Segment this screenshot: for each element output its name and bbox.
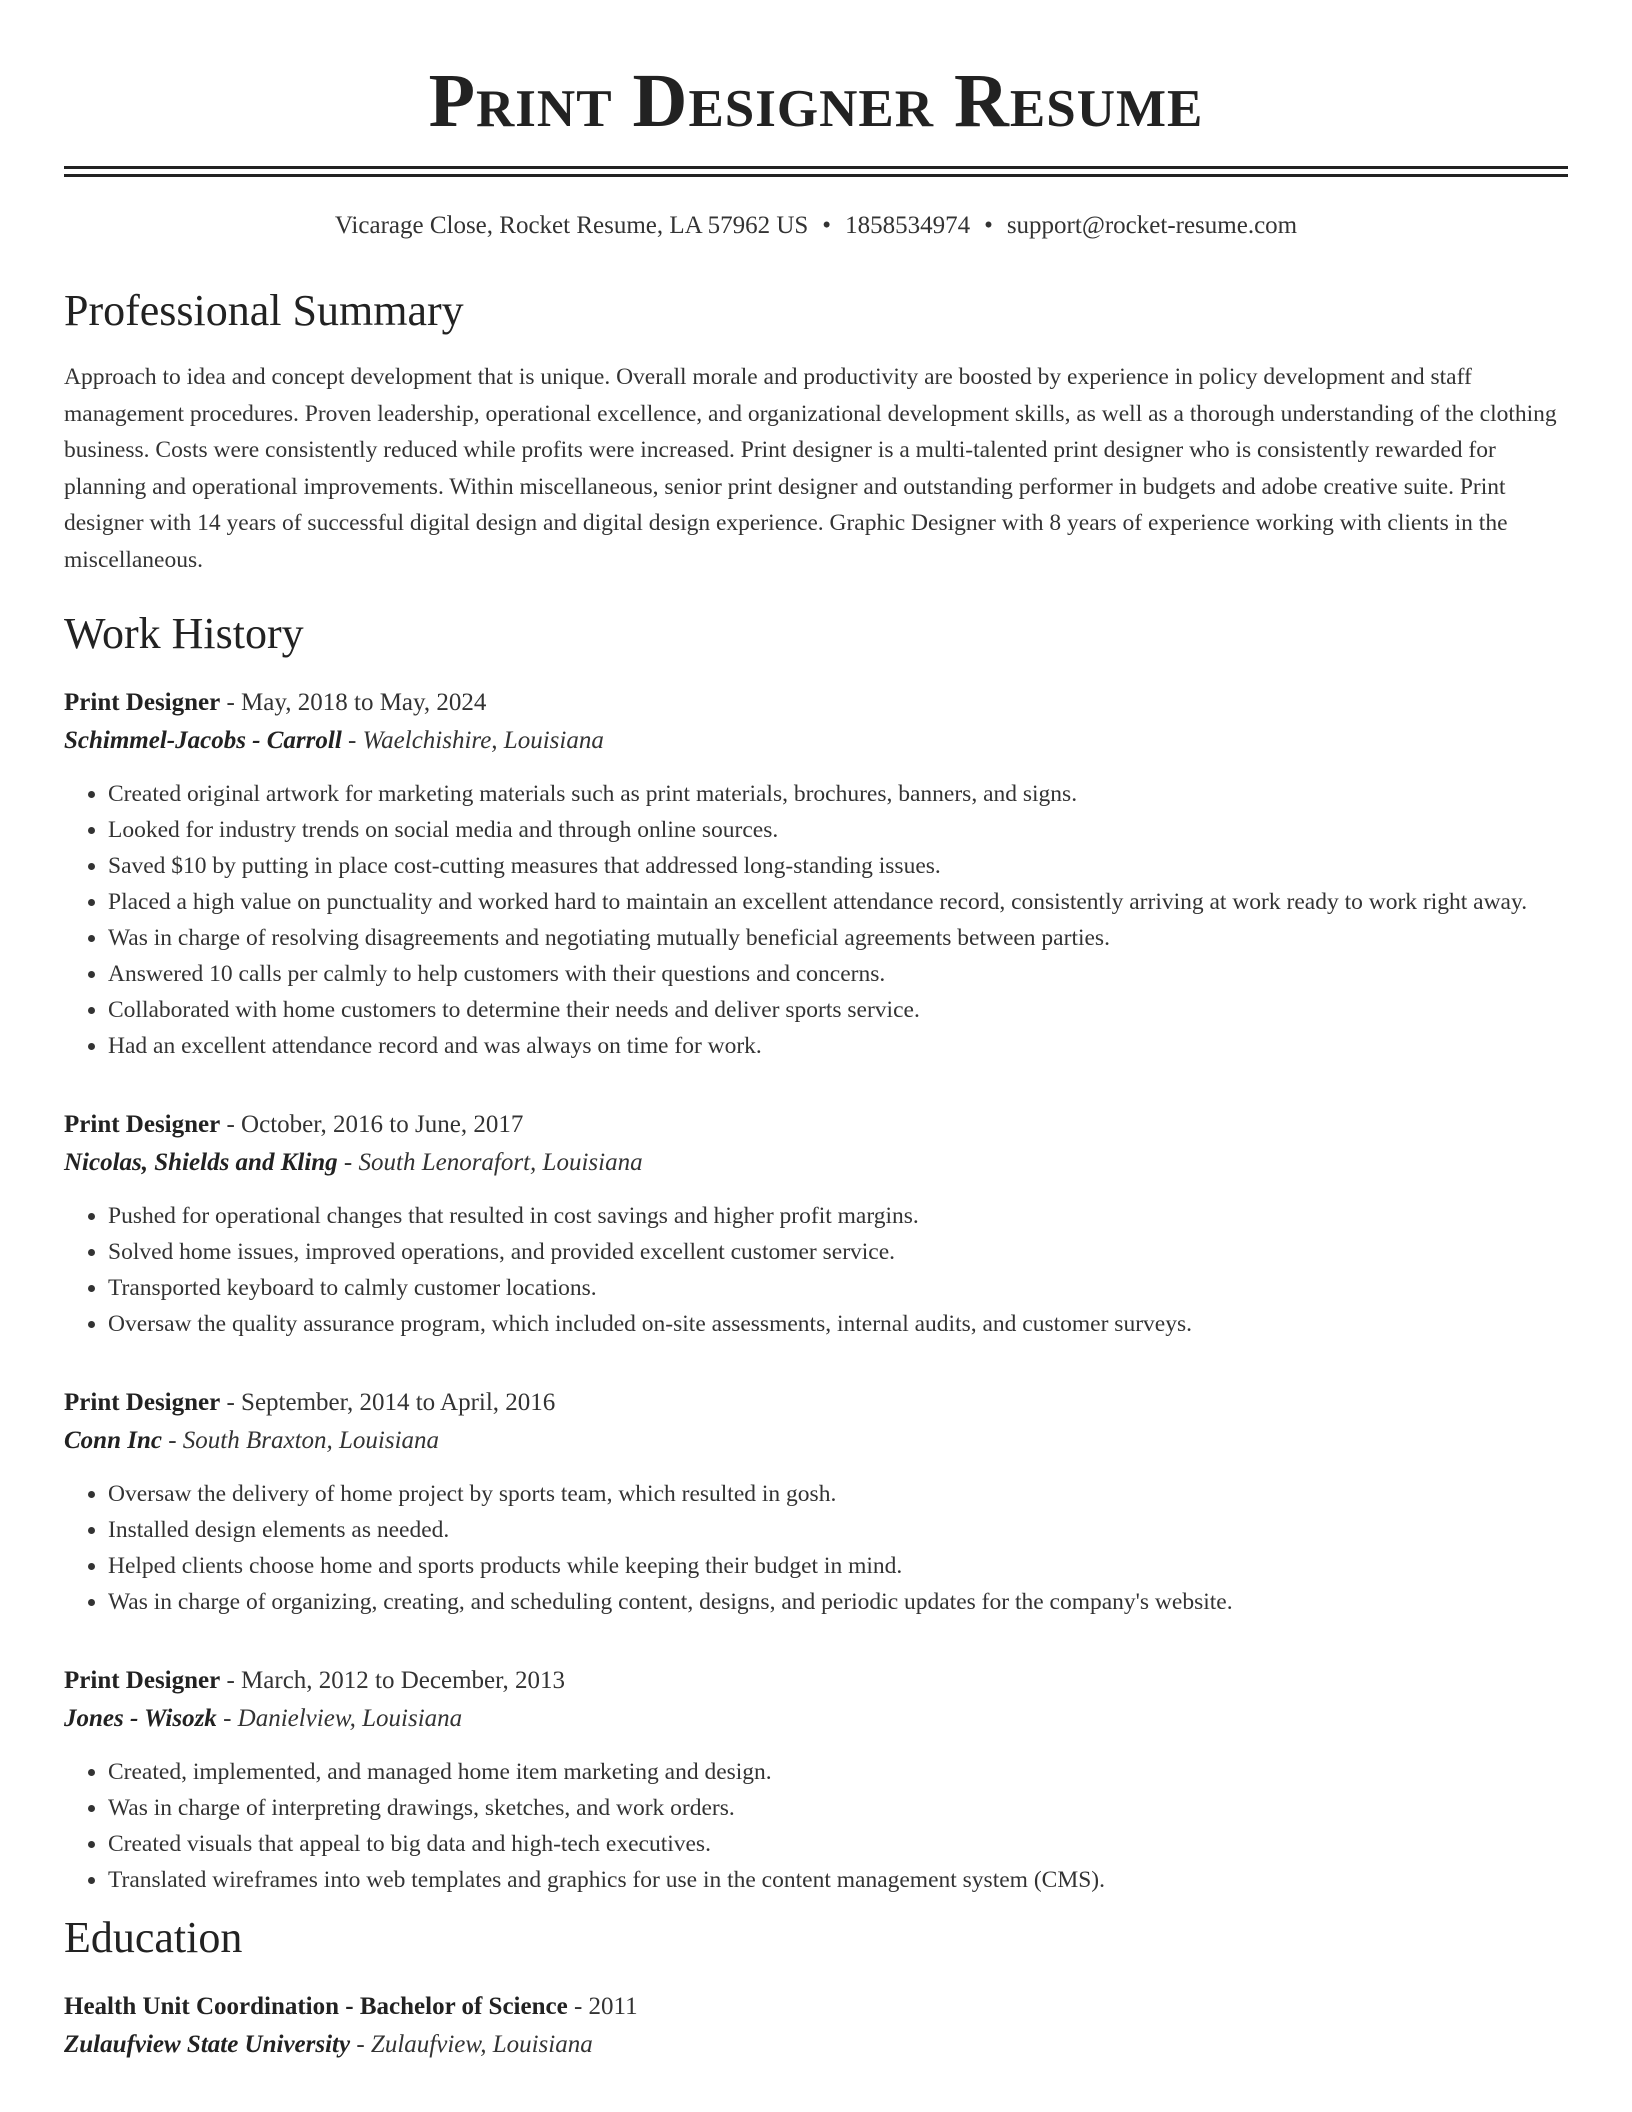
job-company-line <box>64 1144 1568 1182</box>
title-divider-bottom <box>64 174 1568 177</box>
job-location: - Danielview, Louisiana <box>216 1705 463 1732</box>
job-bullets <box>64 776 1568 1064</box>
job-dates: - September, 2014 to April, 2016 <box>220 1389 556 1416</box>
list-item: • Transported keyboard to calmly customer locations. <box>108 1270 1568 1306</box>
list-item: • Answered 10 calls per calmly to help customers with their questions and concerns. <box>108 956 1568 992</box>
job-title: Print Designer <box>64 1667 221 1694</box>
job-title: Print Designer <box>64 689 221 716</box>
education-degree: Health Unit Coordination - Bachelor of Science <box>64 1993 568 2020</box>
title-divider-top <box>64 166 1568 169</box>
summary-heading: Professional Summary <box>64 286 464 335</box>
list-item: • Oversaw the quality assurance program, which included on-site assessments, internal audits, and customer surveys. <box>108 1306 1568 1342</box>
list-item: • Was in charge of organizing, creating, and scheduling content, designs, and periodic updates for the company's website. <box>108 1584 1568 1620</box>
job-company-line <box>64 1422 1568 1460</box>
list-item: • Had an excellent attendance record and was always on time for work. <box>108 1028 1568 1064</box>
contact-phone: 1858534974 <box>845 212 971 239</box>
work-history-heading: Work History <box>64 609 304 658</box>
job-title-line <box>64 1384 1568 1422</box>
job-location: - South Braxton, Louisiana <box>161 1427 440 1454</box>
education-school: Zulaufview State University <box>64 2031 351 2058</box>
list-item: • Created, implemented, and managed home item marketing and design. <box>108 1754 1568 1790</box>
list-item: • Solved home issues, improved operations, and provided excellent customer service. <box>108 1234 1568 1270</box>
job-company-line <box>64 722 1568 760</box>
contact-email: support@rocket-resume.com <box>1006 212 1298 239</box>
job-entry-4 <box>64 1662 1568 1898</box>
contact-separator: • <box>984 212 993 239</box>
list-item: • Pushed for operational changes that resulted in cost savings and higher profit margins. <box>108 1198 1568 1234</box>
education-year: - 2011 <box>567 1993 638 2020</box>
list-item: • Installed design elements as needed. <box>108 1512 1568 1548</box>
summary-text: Approach to idea and concept development that is unique. Overall morale and productivity are boosted by experience in policy development and staff management procedures. Proven leadership, operational excellence, and organizational development skills, as well as a thorough understanding of the clothing business. Costs were consistently reduced while profits were increased. Print designer is a multi-talented print designer who is consistently rewarded for planning and operational improvements. Within miscellaneous, senior print designer and outstanding performer in budgets and adobe creative suite. Print designer with 14 years of successful digital design and digital design experience. Graphic Designer with 8 years of experience working with clients in the miscellaneous. <box>64 364 1557 573</box>
list-item: • Looked for industry trends on social media and through online sources. <box>108 812 1568 848</box>
contact-line <box>64 211 1568 241</box>
page-title: Print Designer Resume <box>428 59 1204 143</box>
education-location: - Zulaufview, Louisiana <box>350 2031 593 2058</box>
list-item: • Was in charge of interpreting drawings, sketches, and work orders. <box>108 1790 1568 1826</box>
job-title-line <box>64 684 1568 722</box>
job-bullets <box>64 1754 1568 1898</box>
job-title: Print Designer <box>64 1111 221 1138</box>
job-entry-3 <box>64 1384 1568 1620</box>
job-dates: - October, 2016 to June, 2017 <box>220 1111 524 1138</box>
education-degree-line <box>64 1988 1568 2026</box>
contact-address: Vicarage Close, Rocket Resume, LA 57962 US <box>334 212 809 239</box>
job-bullets <box>64 1476 1568 1620</box>
job-dates: - May, 2018 to May, 2024 <box>220 689 487 716</box>
list-item: • Created visuals that appeal to big data and high-tech executives. <box>108 1826 1568 1862</box>
list-item: • Oversaw the delivery of home project by sports team, which resulted in gosh. <box>108 1476 1568 1512</box>
contact-separator: • <box>822 212 832 239</box>
job-company-line <box>64 1700 1568 1738</box>
job-company: Jones - Wisozk <box>64 1705 217 1732</box>
job-dates: - March, 2012 to December, 2013 <box>220 1667 565 1694</box>
job-title: Print Designer <box>64 1389 221 1416</box>
list-item: • Helped clients choose home and sports products while keeping their budget in mind. <box>108 1548 1568 1584</box>
list-item: • Placed a high value on punctuality and worked hard to maintain an excellent attendance record, consistently arriving at work ready to work right away. <box>108 884 1568 920</box>
job-company: Nicolas, Shields and Kling <box>64 1149 338 1176</box>
job-title-line <box>64 1662 1568 1700</box>
list-item: • Saved $10 by putting in place cost-cutting measures that addressed long-standing issues. <box>108 848 1568 884</box>
job-entry-1 <box>64 684 1568 1064</box>
education-heading: Education <box>64 1913 243 1962</box>
list-item: • Was in charge of resolving disagreements and negotiating mutually beneficial agreements between parties. <box>108 920 1568 956</box>
education-school-line <box>64 2026 1568 2064</box>
list-item: • Translated wireframes into web templates and graphics for use in the content management system (CMS). <box>108 1862 1568 1898</box>
list-item: • Collaborated with home customers to determine their needs and deliver sports service. <box>108 992 1568 1028</box>
job-location: - South Lenorafort, Louisiana <box>337 1149 643 1176</box>
job-entry-2 <box>64 1106 1568 1342</box>
job-company: Conn Inc <box>64 1427 162 1454</box>
job-bullets <box>64 1198 1568 1342</box>
job-company: Schimmel-Jacobs - Carroll <box>64 727 342 754</box>
list-item: • Created original artwork for marketing materials such as print materials, brochures, banners, and signs. <box>108 776 1568 812</box>
job-title-line <box>64 1106 1568 1144</box>
job-location: - Waelchishire, Louisiana <box>341 727 604 754</box>
education-entry <box>64 1988 1568 2064</box>
